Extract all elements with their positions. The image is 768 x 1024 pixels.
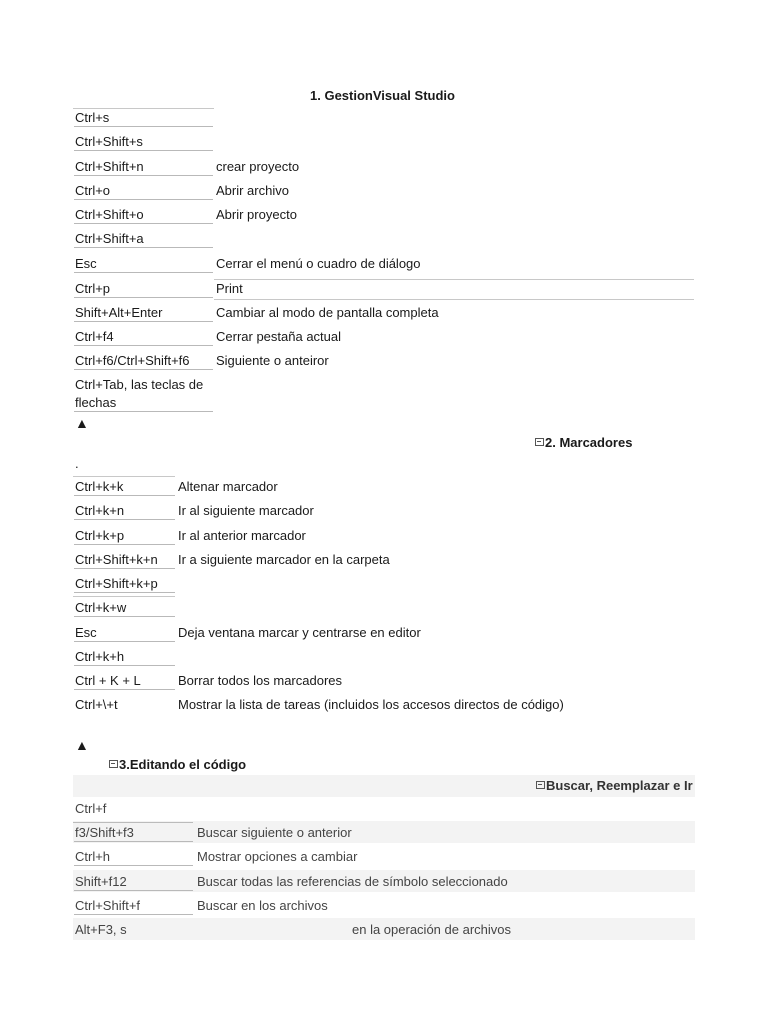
shortcut-key: Esc xyxy=(74,625,175,642)
shortcut-key: Ctrl + K + L xyxy=(74,673,175,690)
section3-title-text: 3.Editando el código xyxy=(119,757,247,772)
shortcut-description: Mostrar opciones a cambiar xyxy=(197,849,358,864)
section3-title xyxy=(109,757,246,773)
table-rule xyxy=(73,822,193,823)
shortcut-key: Shift+f12 xyxy=(74,874,193,891)
shortcut-key: Ctrl+Tab, las teclas de xyxy=(75,377,204,392)
table-rule xyxy=(214,279,694,280)
shortcut-key: Ctrl+f4 xyxy=(74,329,213,346)
shortcut-description: Abrir proyecto xyxy=(216,207,297,222)
shortcut-key: f3/Shift+f3 xyxy=(74,825,193,842)
shortcut-key: Ctrl+k+h xyxy=(74,649,175,666)
shortcut-description: Print xyxy=(216,281,243,296)
stray-dot: . xyxy=(75,456,79,471)
shortcut-key: Ctrl+p xyxy=(74,281,213,298)
shortcut-key: Ctrl+Shift+n xyxy=(74,159,213,176)
shortcut-key: Ctrl+f xyxy=(75,801,107,816)
shortcut-key: Ctrl+Shift+o xyxy=(74,207,213,224)
shortcut-key: flechas xyxy=(74,395,213,412)
shortcut-key: Ctrl+f6/Ctrl+Shift+f6 xyxy=(74,353,213,370)
shortcut-key: Ctrl+Shift+s xyxy=(74,134,213,151)
shortcut-description: Borrar todos los marcadores xyxy=(178,673,343,688)
shortcut-key: Esc xyxy=(74,256,213,273)
shortcut-key: Ctrl+k+p xyxy=(74,528,175,545)
shortcut-description: Deja ventana marcar y centrarse en editor xyxy=(178,625,421,640)
collapse-box-icon[interactable] xyxy=(536,781,545,789)
shortcut-description: Cerrar pestaña actual xyxy=(216,329,342,344)
shortcut-key: Ctrl+\+t xyxy=(75,697,118,712)
shortcut-description: Buscar todas las referencias de símbolo seleccionado xyxy=(197,874,508,889)
section1-title: 1. GestionVisual Studio xyxy=(310,88,455,103)
up-triangle-icon: ▲ xyxy=(75,737,89,753)
shortcut-key: Ctrl+Shift+k+p xyxy=(74,576,175,593)
shortcut-description: en la operación de archivos xyxy=(352,922,511,937)
shortcut-key: Ctrl+o xyxy=(74,183,213,200)
shortcut-description: Cerrar el menú o cuadro de diálogo xyxy=(216,256,421,271)
collapse-box-icon[interactable] xyxy=(535,438,544,446)
table-rule xyxy=(214,299,694,300)
shortcut-description: Buscar siguiente o anterior xyxy=(197,825,352,840)
shortcut-key: Ctrl+Shift+a xyxy=(74,231,213,248)
shortcut-key: Ctrl+k+w xyxy=(74,600,175,617)
table-rule xyxy=(73,476,175,477)
shortcut-description: Ir al anterior marcador xyxy=(178,528,306,543)
shortcut-description: Buscar en los archivos xyxy=(197,898,328,913)
table-rule xyxy=(73,596,175,597)
shortcut-key: Ctrl+h xyxy=(74,849,193,866)
shortcut-description: Mostrar la lista de tareas (incluidos los accesos directos de código) xyxy=(178,697,564,712)
table-rule xyxy=(73,108,214,109)
shortcut-description: Ir a siguiente marcador en la carpeta xyxy=(178,552,390,567)
collapse-box-icon[interactable] xyxy=(109,760,118,768)
shortcut-key: Alt+F3, s xyxy=(75,922,127,937)
section2-title xyxy=(535,435,632,451)
shortcut-description: Cambiar al modo de pantalla completa xyxy=(216,305,439,320)
shortcut-description: Siguiente o anteiror xyxy=(216,353,329,368)
shortcut-key: Ctrl+s xyxy=(74,110,213,127)
section3-subtitle-text: Buscar, Reemplazar e Ir xyxy=(546,778,693,793)
shortcut-key: Ctrl+k+n xyxy=(74,503,175,520)
shortcut-description: Altenar marcador xyxy=(178,479,278,494)
shortcut-key: Ctrl+k+k xyxy=(74,479,175,496)
shortcut-description: Abrir archivo xyxy=(216,183,289,198)
section3-subtitle xyxy=(536,778,693,794)
shortcut-key: Shift+Alt+Enter xyxy=(74,305,213,322)
up-triangle-icon: ▲ xyxy=(75,415,89,431)
shortcut-key: Ctrl+Shift+f xyxy=(74,898,193,915)
shortcut-description: Ir al siguiente marcador xyxy=(178,503,314,518)
shortcut-key: Ctrl+Shift+k+n xyxy=(74,552,175,569)
shortcut-description: crear proyecto xyxy=(216,159,300,174)
section2-title-text: 2. Marcadores xyxy=(545,435,633,450)
